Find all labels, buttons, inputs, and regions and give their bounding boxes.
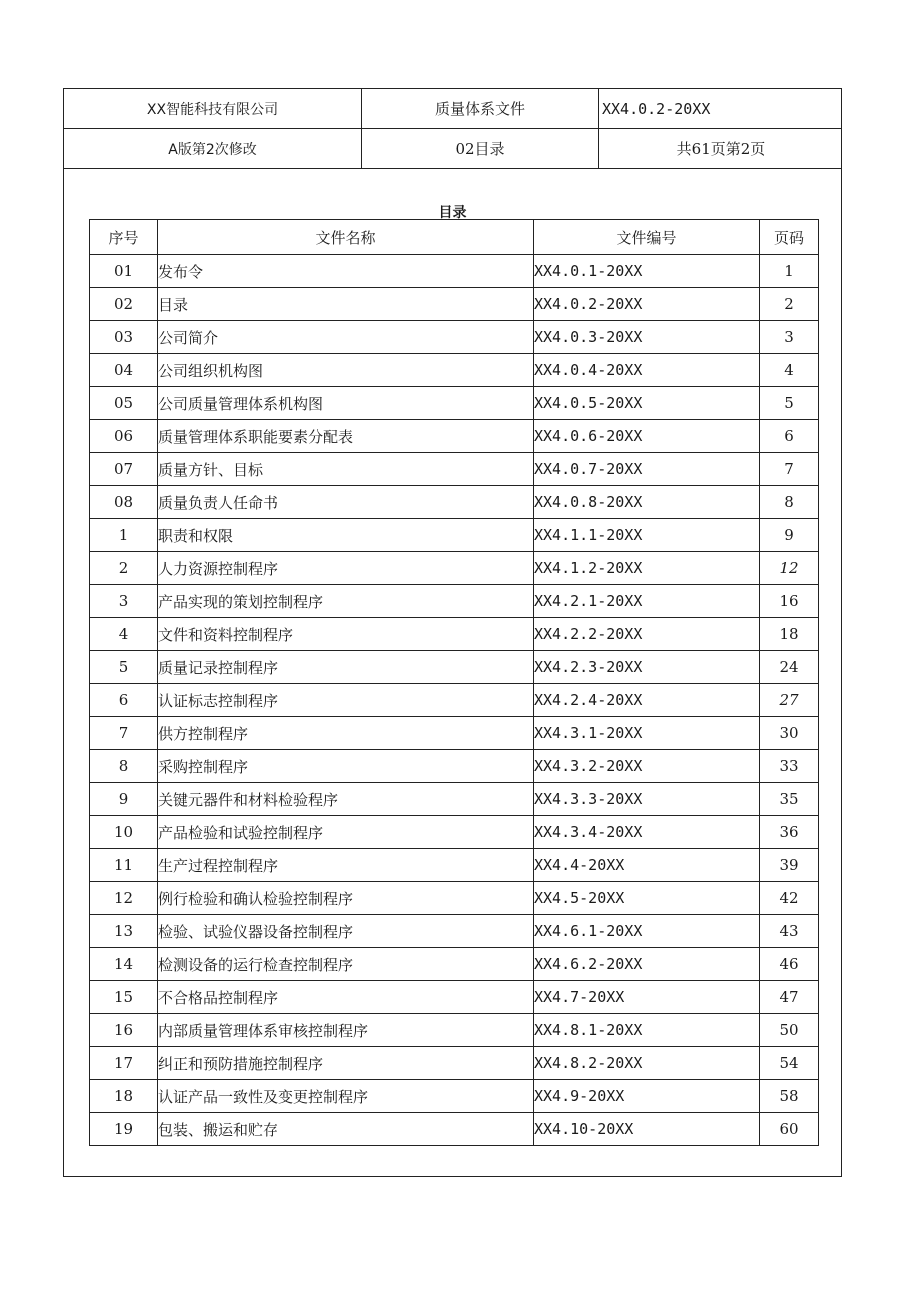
row-number: 18: [90, 1080, 158, 1113]
col-header-no: 序号: [90, 220, 158, 255]
table-row: [90, 486, 819, 519]
row-number: 17: [90, 1047, 158, 1080]
table-row: [90, 981, 819, 1014]
row-file-code: XX4.9-20XX: [534, 1080, 760, 1113]
row-number: 4: [90, 618, 158, 651]
row-page-number: 16: [760, 585, 819, 618]
row-file-code: XX4.1.2-20XX: [534, 552, 760, 585]
row-page-number: 35: [760, 783, 819, 816]
row-file-code: XX4.6.2-20XX: [534, 948, 760, 981]
header-row-1: [64, 89, 841, 129]
row-file-code: XX4.4-20XX: [534, 849, 760, 882]
row-number: 2: [90, 552, 158, 585]
toc-body: [90, 255, 819, 1146]
table-row: [90, 585, 819, 618]
row-file-code: XX4.0.6-20XX: [534, 420, 760, 453]
row-page-number: 2: [760, 288, 819, 321]
row-file-code: XX4.0.1-20XX: [534, 255, 760, 288]
row-page-number: 9: [760, 519, 819, 552]
row-file-code: XX4.2.4-20XX: [534, 684, 760, 717]
row-file-code: XX4.0.4-20XX: [534, 354, 760, 387]
table-row: [90, 915, 819, 948]
row-page-number: 58: [760, 1080, 819, 1113]
row-file-code: XX4.8.2-20XX: [534, 1047, 760, 1080]
table-row: [90, 882, 819, 915]
row-file-code: XX4.0.2-20XX: [534, 288, 760, 321]
row-page-number: 60: [760, 1113, 819, 1146]
toc-title: 目录: [438, 205, 467, 221]
row-file-name: 质量管理体系职能要素分配表: [158, 420, 534, 453]
row-number: 11: [90, 849, 158, 882]
row-file-name: 生产过程控制程序: [158, 849, 534, 882]
table-row: [90, 1113, 819, 1146]
row-number: 03: [90, 321, 158, 354]
row-file-name: 文件和资料控制程序: [158, 618, 534, 651]
row-number: 02: [90, 288, 158, 321]
row-page-number: 43: [760, 915, 819, 948]
table-row: [90, 717, 819, 750]
table-row: [90, 849, 819, 882]
company-name-cell: [64, 89, 361, 128]
row-file-code: XX4.2.2-20XX: [534, 618, 760, 651]
row-file-code: XX4.8.1-20XX: [534, 1014, 760, 1047]
row-page-number: 18: [760, 618, 819, 651]
row-file-code: XX4.0.7-20XX: [534, 453, 760, 486]
table-row: [90, 420, 819, 453]
row-file-name: 产品实现的策划控制程序: [158, 585, 534, 618]
toc-header-row: [90, 220, 819, 255]
row-page-number: 33: [760, 750, 819, 783]
row-number: 6: [90, 684, 158, 717]
row-file-name: 质量方针、目标: [158, 453, 534, 486]
row-file-code: XX4.3.1-20XX: [534, 717, 760, 750]
table-row: [90, 783, 819, 816]
page-info-cell: [598, 129, 843, 168]
table-row: [90, 387, 819, 420]
row-page-number: 46: [760, 948, 819, 981]
company-name: XX智能科技有限公司: [146, 101, 279, 118]
table-row: [90, 255, 819, 288]
table-row: [90, 288, 819, 321]
table-row: [90, 519, 819, 552]
table-row: [90, 321, 819, 354]
col-header-name: 文件名称: [158, 220, 534, 255]
table-row: [90, 750, 819, 783]
section-label: 02目录: [455, 140, 505, 158]
row-file-code: XX4.6.1-20XX: [534, 915, 760, 948]
row-page-number: 36: [760, 816, 819, 849]
row-number: 06: [90, 420, 158, 453]
row-file-name: 纠正和预防措施控制程序: [158, 1047, 534, 1080]
row-page-number: 7: [760, 453, 819, 486]
row-file-name: 检验、试验仪器设备控制程序: [158, 915, 534, 948]
row-page-number: 30: [760, 717, 819, 750]
row-page-number: 24: [760, 651, 819, 684]
row-number: 07: [90, 453, 158, 486]
row-page-number: 47: [760, 981, 819, 1014]
doc-code-cell: [598, 89, 843, 128]
row-file-code: XX4.2.1-20XX: [534, 585, 760, 618]
row-number: 08: [90, 486, 158, 519]
row-number: 12: [90, 882, 158, 915]
row-number: 9: [90, 783, 158, 816]
row-file-code: XX4.7-20XX: [534, 981, 760, 1014]
row-file-name: 例行检验和确认检验控制程序: [158, 882, 534, 915]
col-header-page: 页码: [760, 220, 819, 255]
table-row: [90, 1047, 819, 1080]
row-file-name: 质量负责人任命书: [158, 486, 534, 519]
row-number: 14: [90, 948, 158, 981]
table-row: [90, 354, 819, 387]
row-file-name: 发布令: [158, 255, 534, 288]
table-row: [90, 552, 819, 585]
row-number: 1: [90, 519, 158, 552]
row-page-number: 54: [760, 1047, 819, 1080]
row-file-name: 供方控制程序: [158, 717, 534, 750]
table-row: [90, 651, 819, 684]
row-page-number: 42: [760, 882, 819, 915]
row-number: 16: [90, 1014, 158, 1047]
row-page-number: 39: [760, 849, 819, 882]
row-file-name: 检测设备的运行检查控制程序: [158, 948, 534, 981]
row-page-number: 3: [760, 321, 819, 354]
header-row-2: [64, 129, 841, 169]
row-number: 7: [90, 717, 158, 750]
table-row: [90, 948, 819, 981]
row-file-code: XX4.0.3-20XX: [534, 321, 760, 354]
document-frame: [63, 88, 842, 1177]
doc-code: XX4.0.2-20XX: [602, 99, 711, 118]
row-page-number: 50: [760, 1014, 819, 1047]
row-file-code: XX4.0.5-20XX: [534, 387, 760, 420]
row-number: 3: [90, 585, 158, 618]
row-page-number: 8: [760, 486, 819, 519]
table-row: [90, 453, 819, 486]
row-file-name: 不合格品控制程序: [158, 981, 534, 1014]
row-page-number: 27: [760, 684, 819, 717]
table-row: [90, 684, 819, 717]
row-file-name: 认证标志控制程序: [158, 684, 534, 717]
row-file-name: 产品检验和试验控制程序: [158, 816, 534, 849]
doc-type-cell: [361, 89, 598, 128]
section-cell: [361, 129, 598, 168]
row-file-name: 内部质量管理体系审核控制程序: [158, 1014, 534, 1047]
revision: A版第2次修改: [168, 141, 257, 158]
table-row: [90, 816, 819, 849]
row-file-name: 包装、搬运和贮存: [158, 1113, 534, 1146]
row-file-name: 关键元器件和材料检验程序: [158, 783, 534, 816]
row-number: 8: [90, 750, 158, 783]
row-file-code: XX4.1.1-20XX: [534, 519, 760, 552]
page-info: 共61页第2页: [676, 140, 766, 158]
row-page-number: 1: [760, 255, 819, 288]
row-file-code: XX4.10-20XX: [534, 1113, 760, 1146]
row-file-name: 认证产品一致性及变更控制程序: [158, 1080, 534, 1113]
row-file-code: XX4.2.3-20XX: [534, 651, 760, 684]
table-row: [90, 1014, 819, 1047]
row-number: 13: [90, 915, 158, 948]
row-file-name: 职责和权限: [158, 519, 534, 552]
table-row: [90, 618, 819, 651]
row-number: 10: [90, 816, 158, 849]
table-row: [90, 1080, 819, 1113]
row-file-name: 公司组织机构图: [158, 354, 534, 387]
row-file-name: 人力资源控制程序: [158, 552, 534, 585]
doc-type: 质量体系文件: [434, 100, 525, 118]
row-file-name: 质量记录控制程序: [158, 651, 534, 684]
row-file-code: XX4.3.4-20XX: [534, 816, 760, 849]
row-number: 05: [90, 387, 158, 420]
row-file-name: 目录: [158, 288, 534, 321]
toc-table: [89, 219, 819, 1146]
revision-cell: [64, 129, 361, 168]
row-page-number: 4: [760, 354, 819, 387]
row-file-name: 公司简介: [158, 321, 534, 354]
row-file-code: XX4.5-20XX: [534, 882, 760, 915]
row-page-number: 12: [760, 552, 819, 585]
row-number: 19: [90, 1113, 158, 1146]
row-file-name: 采购控制程序: [158, 750, 534, 783]
row-number: 5: [90, 651, 158, 684]
row-number: 04: [90, 354, 158, 387]
row-file-name: 公司质量管理体系机构图: [158, 387, 534, 420]
col-header-code: 文件编号: [534, 220, 760, 255]
row-file-code: XX4.0.8-20XX: [534, 486, 760, 519]
row-number: 01: [90, 255, 158, 288]
row-number: 15: [90, 981, 158, 1014]
row-file-code: XX4.3.2-20XX: [534, 750, 760, 783]
row-page-number: 5: [760, 387, 819, 420]
row-file-code: XX4.3.3-20XX: [534, 783, 760, 816]
row-page-number: 6: [760, 420, 819, 453]
